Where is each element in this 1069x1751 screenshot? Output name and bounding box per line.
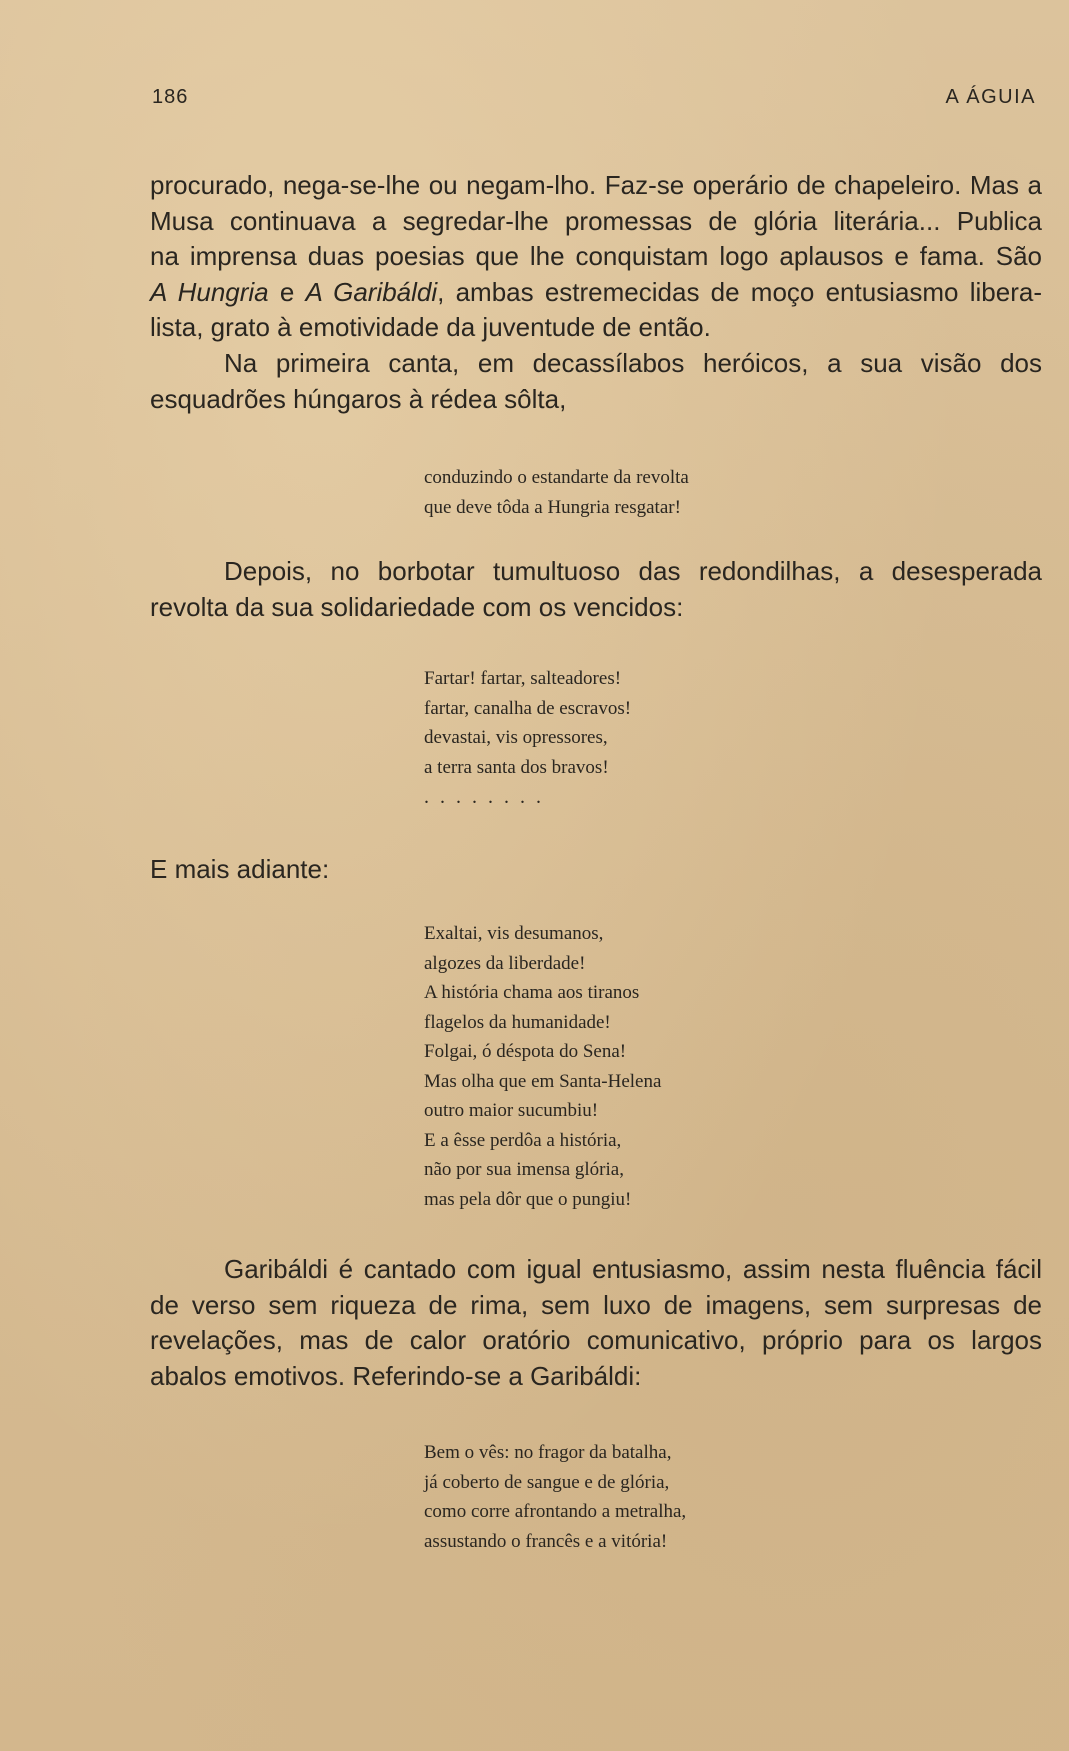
paragraph-4 <box>150 852 1042 888</box>
poem-title-hungria: A Hungria <box>150 276 269 307</box>
paragraph-1-line-1: procurado, nega-se-lhe ou negam-lho. Faz-se operário de chapeleiro. Mas a <box>150 170 1042 200</box>
paragraph-1-line-2: Musa continuava a segredar-lhe promessas de glória literária... Publica <box>150 205 1042 236</box>
verse-block-exaltai <box>424 919 661 1214</box>
page-number: 186 <box>152 86 189 108</box>
verse-line: a terra santa dos bravos! <box>424 756 609 778</box>
title-connector: e <box>268 276 306 307</box>
verse-line: Mas olha que em Santa-Helena <box>424 1070 662 1092</box>
paragraph-1-line-4 <box>150 275 1042 311</box>
page-header <box>150 86 1036 114</box>
paragraph-1-line-5: lista, grato à emotividade da juventude de então. <box>150 312 711 342</box>
verse-line: não por sua imensa glória, <box>424 1159 624 1180</box>
verse-line: flagelos da humanidade! <box>424 1011 611 1033</box>
verse-line: algozes da liberdade! <box>424 952 586 974</box>
verse-line: conduzindo o estandarte da revolta <box>424 467 689 488</box>
running-title: A ÁGUIA <box>945 86 1036 108</box>
paragraph-1-line-3: na imprensa duas poesias que lhe conquistam logo aplausos e fama. São <box>150 241 1042 271</box>
paragraph-5-text: Garibáldi é cantado com igual entusiasmo, assim nesta fluência fácil de verso sem riqueza de rima, sem luxo de imagens, sem surpresas de revelações, mas de calor oratório comunicativo, próprio para os largos abalos emotivos. Referindo-se a Garibáldi: <box>150 1254 1042 1391</box>
verse-line: Fartar! fartar, salteadores! <box>424 668 622 689</box>
verse-block-fartar <box>424 664 631 782</box>
verse-line: outro maior sucumbiu! <box>424 1100 599 1121</box>
verse-line: já coberto de sangue e de glória, <box>424 1471 670 1493</box>
paragraph-3-text: Depois, no borbotar tumultuoso das redondilhas, a desesperada revolta da sua solidariedade com os vencidos: <box>150 556 1042 622</box>
verse-line: E a êsse perdôa a história, <box>424 1129 622 1151</box>
verse-line: assustando o francês e a vitória! <box>424 1530 668 1552</box>
paragraph-5 <box>150 1252 1042 1394</box>
paragraph-1-line-4-rest: , ambas estremecidas de moço entusiasmo libera- <box>437 276 1042 307</box>
verse-block-hungria <box>424 463 689 522</box>
verse-line: mas pela dôr que o pungiu! <box>424 1188 632 1210</box>
paragraph-4-text: E mais adiante: <box>150 854 330 884</box>
verse-line: que deve tôda a Hungria resgatar! <box>424 496 681 518</box>
paragraph-2 <box>150 346 1042 417</box>
verse-line: Folgai, ó déspota do Sena! <box>424 1041 627 1062</box>
paragraph-1 <box>150 168 1042 346</box>
verse-ellipsis: ........ <box>424 786 552 808</box>
verse-line: como corre afrontando a metralha, <box>424 1501 687 1522</box>
verse-block-garibaldi <box>424 1438 686 1556</box>
verse-line: devastai, vis opressores, <box>424 727 608 748</box>
verse-line: Bem o vês: no fragor da batalha, <box>424 1442 672 1463</box>
poem-title-garibaldi: A Garibáldi <box>305 276 438 307</box>
verse-line: fartar, canalha de escravos! <box>424 697 632 719</box>
verse-line: A história chama aos tiranos <box>424 982 640 1003</box>
paragraph-3 <box>150 554 1042 625</box>
paragraph-2-text: Na primeira canta, em decassílabos heróicos, a sua visão dos esquadrões húngaros à rédea sôlta, <box>150 348 1042 414</box>
verse-line: Exaltai, vis desumanos, <box>424 923 604 944</box>
